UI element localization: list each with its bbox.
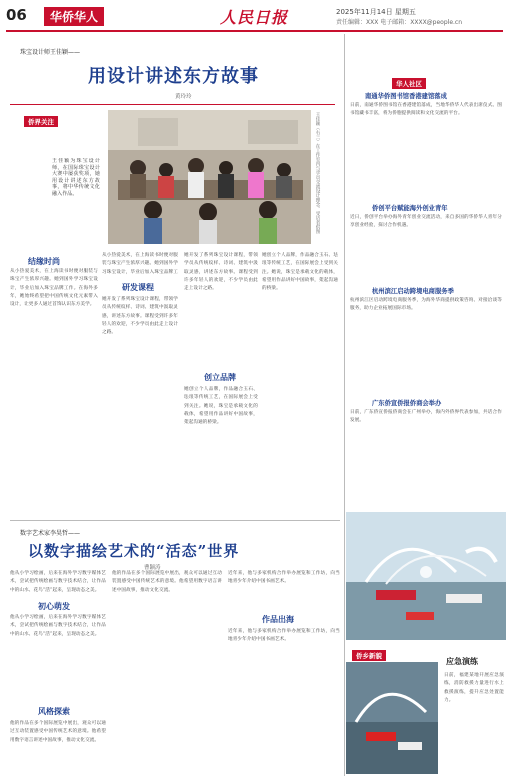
article1-body1b: 从小热爱美术，在上海读书时便对服装与珠宝产生浓厚兴趣。她到国外学习珠宝设计，毕业后加入珠宝品牌工 <box>102 253 178 275</box>
issue-date: 2025年11月14日 星期五 <box>336 8 416 16</box>
article1-sub3: 创立品牌 <box>204 373 236 382</box>
right-news4-title: 广东侨宣侨报侨商会举办 <box>372 400 442 407</box>
right-photo2 <box>346 662 438 774</box>
article2-sub2: 风格探索 <box>38 707 70 716</box>
article1-body3: 她创立个人品牌，作品融合玉石、珐琅等传统工艺，在国际展会上受到关注。她说，珠宝是承载文化的载体，希望用作品讲好中国故事，架起沟通的桥梁。 <box>184 387 258 426</box>
article2-kicker: 数字艺术家李昊哲—— <box>20 530 81 537</box>
article1-kicker: 珠宝设计师王佳颖—— <box>20 49 81 56</box>
article2-body2: 他的作品在多个国际展览中展出，观众可以通过互动装置感受中国传统艺术的意境。他希望用数字语言讲述中国故事，推动文化交流。 <box>10 721 106 743</box>
article1-body2b: 她开发了系列珠宝设计课程，带领学员从传统纹样、诗词、建筑中汲取灵感，讲述东方故事。课程受到许多年轻人的欢迎，不少学员由此走上设计之路。 <box>184 253 258 292</box>
right-photo-label: 侨乡新貌 <box>352 650 386 661</box>
page-number: 06 <box>6 6 27 24</box>
article2-title: 以数字描绘艺术的“活态”世界 <box>28 542 240 560</box>
right-news3-body: 杭州滨江区启动跨境电商服务季，为海外华商提供政策咨询、对接洽谈等服务，助力企业拓展国际市场。 <box>350 298 502 312</box>
article1-badge: 侨界关注 <box>24 116 58 127</box>
article1-body3b: 她创立个人品牌，作品融合玉石、珐琅等传统工艺，在国际展会上受到关注。她说，珠宝是承载文化的载体，希望用作品讲好中国故事，架起沟通的桥梁。 <box>262 253 338 292</box>
article1-sub2: 研发课程 <box>122 283 154 292</box>
right-news3-title: 杭州滨江启动跨境电商服务季 <box>372 288 454 295</box>
article2-intro: 他从小学习绘画，后来在海外学习数字媒体艺术，尝试把传统绘画与数字技术结合，让作品中的山水、花鸟“活”起来，呈现动态之美。 <box>10 571 106 593</box>
right-news2-body: 近日，侨创平台举办海外青年创业交流活动，来自多国的华侨华人青年分享创业经验，探讨合作机遇。 <box>350 215 502 229</box>
right-news2-title: 侨创平台赋能海外创业青年 <box>372 205 448 212</box>
editor-meta: 责任编辑：XXX 电子邮箱：XXXX@people.cn <box>336 19 463 26</box>
article1-author: 黄玲玲 <box>175 94 192 100</box>
right-news1-title: 南通华侨图书馆香港建馆落成 <box>365 93 447 100</box>
article1-lead: 王佳颖为珠宝设计师，在国际珠宝设计大赛中屡获奖项，她用设计讲述东方故事，将中华传统文化融入作品。 <box>52 158 100 197</box>
right-photo <box>346 512 506 640</box>
article2-author: 曹颖涛 <box>144 565 161 571</box>
article2-body2b: 他的作品在多个国际展览中展出，观众可以通过互动装置感受中国传统艺术的意境。他希望用数字语言讲述中国故事，推动文化交流。 <box>112 571 222 593</box>
right-column-label: 华人社区 <box>392 78 426 89</box>
right-photo-caption: 日前，福建某地开展应急演练，消防救援力量进行水上救援演练，提升应急处置能力。 <box>444 673 504 703</box>
right-photo-title: 应急演练 <box>446 657 478 666</box>
article2-body3: 近年来，他与多家机构合作举办展览和工作坊，向当地青少年介绍中国书画艺术。 <box>228 629 340 643</box>
article1-body2: 她开发了系列珠宝设计课程，带领学员从传统纹样、诗词、建筑中汲取灵感，讲述东方故事。课程受到许多年轻人的欢迎，不少学员由此走上设计之路。 <box>102 297 178 336</box>
article2-body3a: 近年来，他与多家机构合作举办展览和工作坊，向当地青少年介绍中国书画艺术。 <box>228 571 340 585</box>
article1-title: 用设计讲述东方故事 <box>88 66 259 87</box>
article1-body1: 从小热爱美术，在上海读书时便对服装与珠宝产生浓厚兴趣。她到国外学习珠宝设计，毕业后加入珠宝品牌工作。在海外多年，她始终希望把中国传统文化元素带入设计，让更多人通过首饰认识东方美学。 <box>10 269 98 308</box>
article2-sub3: 作品出海 <box>262 615 294 624</box>
masthead: 人民日报 <box>220 8 289 27</box>
article2-sub1: 初心萌发 <box>38 602 70 611</box>
article1-photo-caption: 王佳颖（右三）在工作室内与学员交流设计理念。受访者供图 <box>315 112 320 234</box>
section-label: 华侨华人 <box>44 7 104 26</box>
article1-photo <box>108 110 311 244</box>
article1-sub1: 结缘时尚 <box>28 257 60 266</box>
page-header <box>6 4 503 32</box>
right-news1-body: 日前，南通华侨图书馆在香港建馆落成，当地华侨华人代表出席仪式。图书馆藏书丰富，将为侨胞提供阅读和文化交流的平台。 <box>350 103 502 117</box>
article2-body1: 他从小学习绘画，后来在海外学习数字媒体艺术，尝试把传统绘画与数字技术结合，让作品中的山水、花鸟“活”起来，呈现动态之美。 <box>10 615 106 637</box>
right-news4-body: 日前，广东侨宣侨报侨商会在广州举办，海内外侨界代表参加，共话合作发展。 <box>350 410 502 424</box>
